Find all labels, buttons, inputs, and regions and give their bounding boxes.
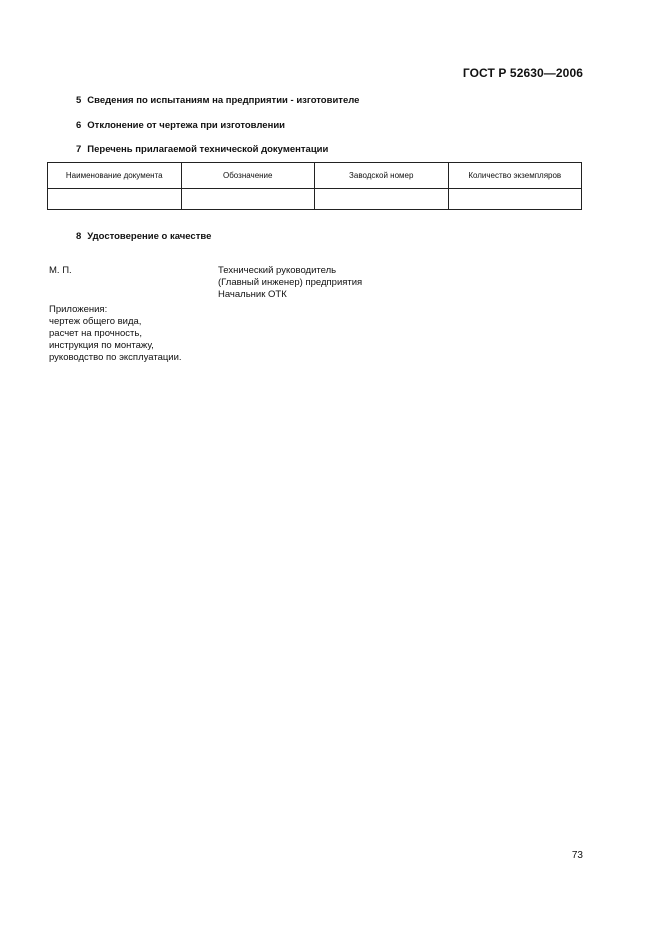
appendix-list	[49, 304, 182, 364]
section-number: 8	[76, 231, 82, 242]
section-number: 7	[76, 144, 82, 155]
section-number: 5	[76, 95, 82, 106]
section-title: Удостоверение о качестве	[87, 231, 212, 242]
section-number: 6	[76, 120, 82, 131]
documentation-table	[47, 162, 582, 210]
column-header-serial-number: Заводской номер	[315, 163, 449, 189]
page-number: 73	[571, 850, 583, 861]
table-header-row	[48, 163, 582, 189]
appendix-item: расчет на прочность,	[49, 328, 142, 339]
signatory-chief-engineer: (Главный инженер) предприятия	[218, 277, 363, 288]
signatory-qc-head: Начальник ОТК	[218, 289, 287, 300]
table-cell	[48, 189, 182, 210]
appendix-item: руководство по эксплуатации.	[49, 352, 182, 363]
section-6-heading	[76, 120, 285, 131]
signatories-list	[218, 265, 362, 301]
column-header-copies-count: Количество экземпляров	[448, 163, 582, 189]
section-title: Перечень прилагаемой технической документации	[87, 144, 329, 155]
appendix-title: Приложения:	[49, 304, 108, 315]
stamp-placeholder: М. П.	[49, 265, 72, 276]
table-cell	[448, 189, 582, 210]
section-8-heading	[76, 231, 211, 242]
table-row	[48, 189, 582, 210]
section-5-heading	[76, 95, 359, 106]
column-header-document-name: Наименование документа	[48, 163, 182, 189]
appendix-item: чертеж общего вида,	[49, 316, 142, 327]
appendix-item: инструкция по монтажу,	[49, 340, 154, 351]
section-title: Сведения по испытаниям на предприятии - изготовителе	[87, 95, 360, 106]
table-cell	[181, 189, 315, 210]
section-title: Отклонение от чертежа при изготовлении	[87, 120, 286, 131]
column-header-designation: Обозначение	[181, 163, 315, 189]
section-7-heading	[76, 144, 328, 155]
standard-code: ГОСТ Р 52630—2006	[462, 66, 583, 80]
table-cell	[315, 189, 449, 210]
signatory-technical-director: Технический руководитель	[218, 265, 337, 276]
